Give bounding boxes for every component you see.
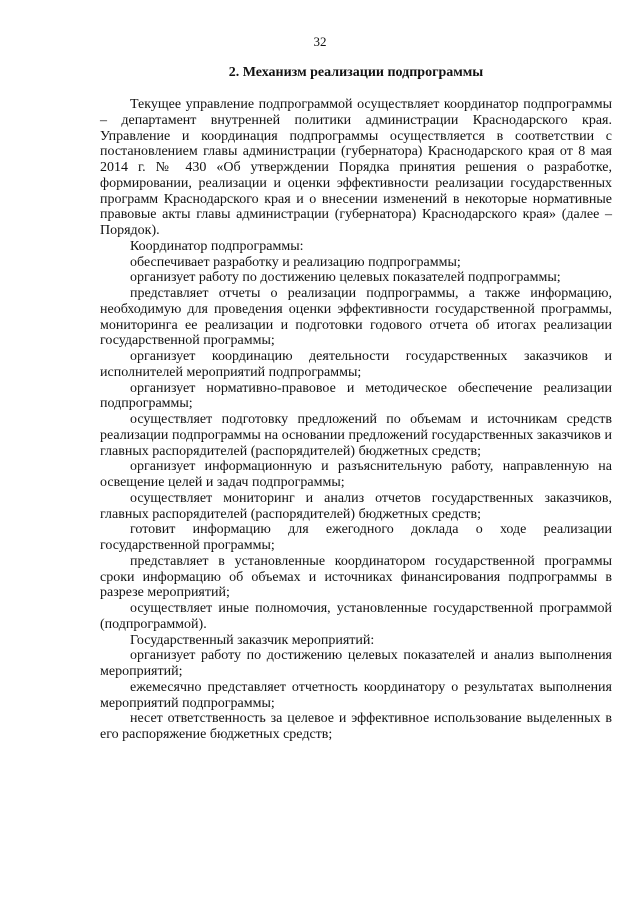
list-item: ежемесячно представляет отчетность координатору о результатах выполнения мероприятий подпрограммы; (100, 679, 612, 711)
list-item: обеспечивает разработку и реализацию подпрограммы; (130, 254, 461, 270)
list-item: организует координацию деятельности государственных заказчиков и исполнителей мероприятий подпрограммы; (100, 349, 612, 380)
list-item: организует нормативно-правовое и методическое обеспечение реализации подпрограммы; (100, 380, 612, 412)
list-item: несет ответственность за целевое и эффективное использование выделенных в его распоряжение бюджетных средств; (100, 711, 612, 742)
list-item: представляет в установленные координатором государственной программы сроки информацию об объемах и источниках финансирования подпрограммы в разрезе мероприятий; (100, 553, 612, 601)
list-item: организует информационную и разъяснительную работу, направленную на освещение целей и задач подпрограммы; (100, 459, 612, 490)
paragraph: Текущее управление подпрограммой осуществляет координатор подпрограммы – департамент внутренней политики администрации Краснодарского края. Управление и координация подпрограммы осуществляется в соответствии с постановлением главы администрации (губернатора) Краснодарского края от 8 мая 2014 г. № 430 «Об утверждении Порядка принятия решения о разработке, формировании, реализации и оценки эффективности реализации государственных программ Краснодарского края и о внесении изменений в некоторые нормативные правовые акты главы администрации (губернатора) Краснодарского края» (далее – Порядок). (100, 97, 612, 238)
list-item: осуществляет иные полномочия, установленные государственной программой (подпрограммой). (100, 601, 612, 632)
document-body (100, 97, 612, 743)
list-item: представляет отчеты о реализации подпрограммы, а также информацию, необходимую для проведения оценки эффективности государственной программы, мониторинга ее реализации и подготовки годового отчета об итогах реализации государственной программы; (100, 286, 612, 349)
list-item: осуществляет подготовку предложений по объемам и источникам средств реализации подпрограммы на основании предложений государственных заказчиков и главных распорядителей (распорядителей) бюджетных средств; (100, 412, 612, 459)
paragraph: Координатор подпрограммы: (130, 238, 304, 254)
page-number: 32 (313, 34, 327, 49)
paragraph: Государственный заказчик мероприятий: (130, 632, 375, 648)
list-item: организует работу по достижению целевых показателей подпрограммы; (130, 270, 561, 286)
section-heading: 2. Механизм реализации подпрограммы (228, 65, 484, 80)
list-item: организует работу по достижению целевых показателей и анализ выполнения мероприятий; (100, 648, 612, 679)
list-item: готовит информацию для ежегодного доклада о ходе реализации государственной программы; (100, 522, 612, 553)
list-item: осуществляет мониторинг и анализ отчетов государственных заказчиков, главных распорядителей (распорядителей) бюджетных средств; (100, 490, 612, 522)
